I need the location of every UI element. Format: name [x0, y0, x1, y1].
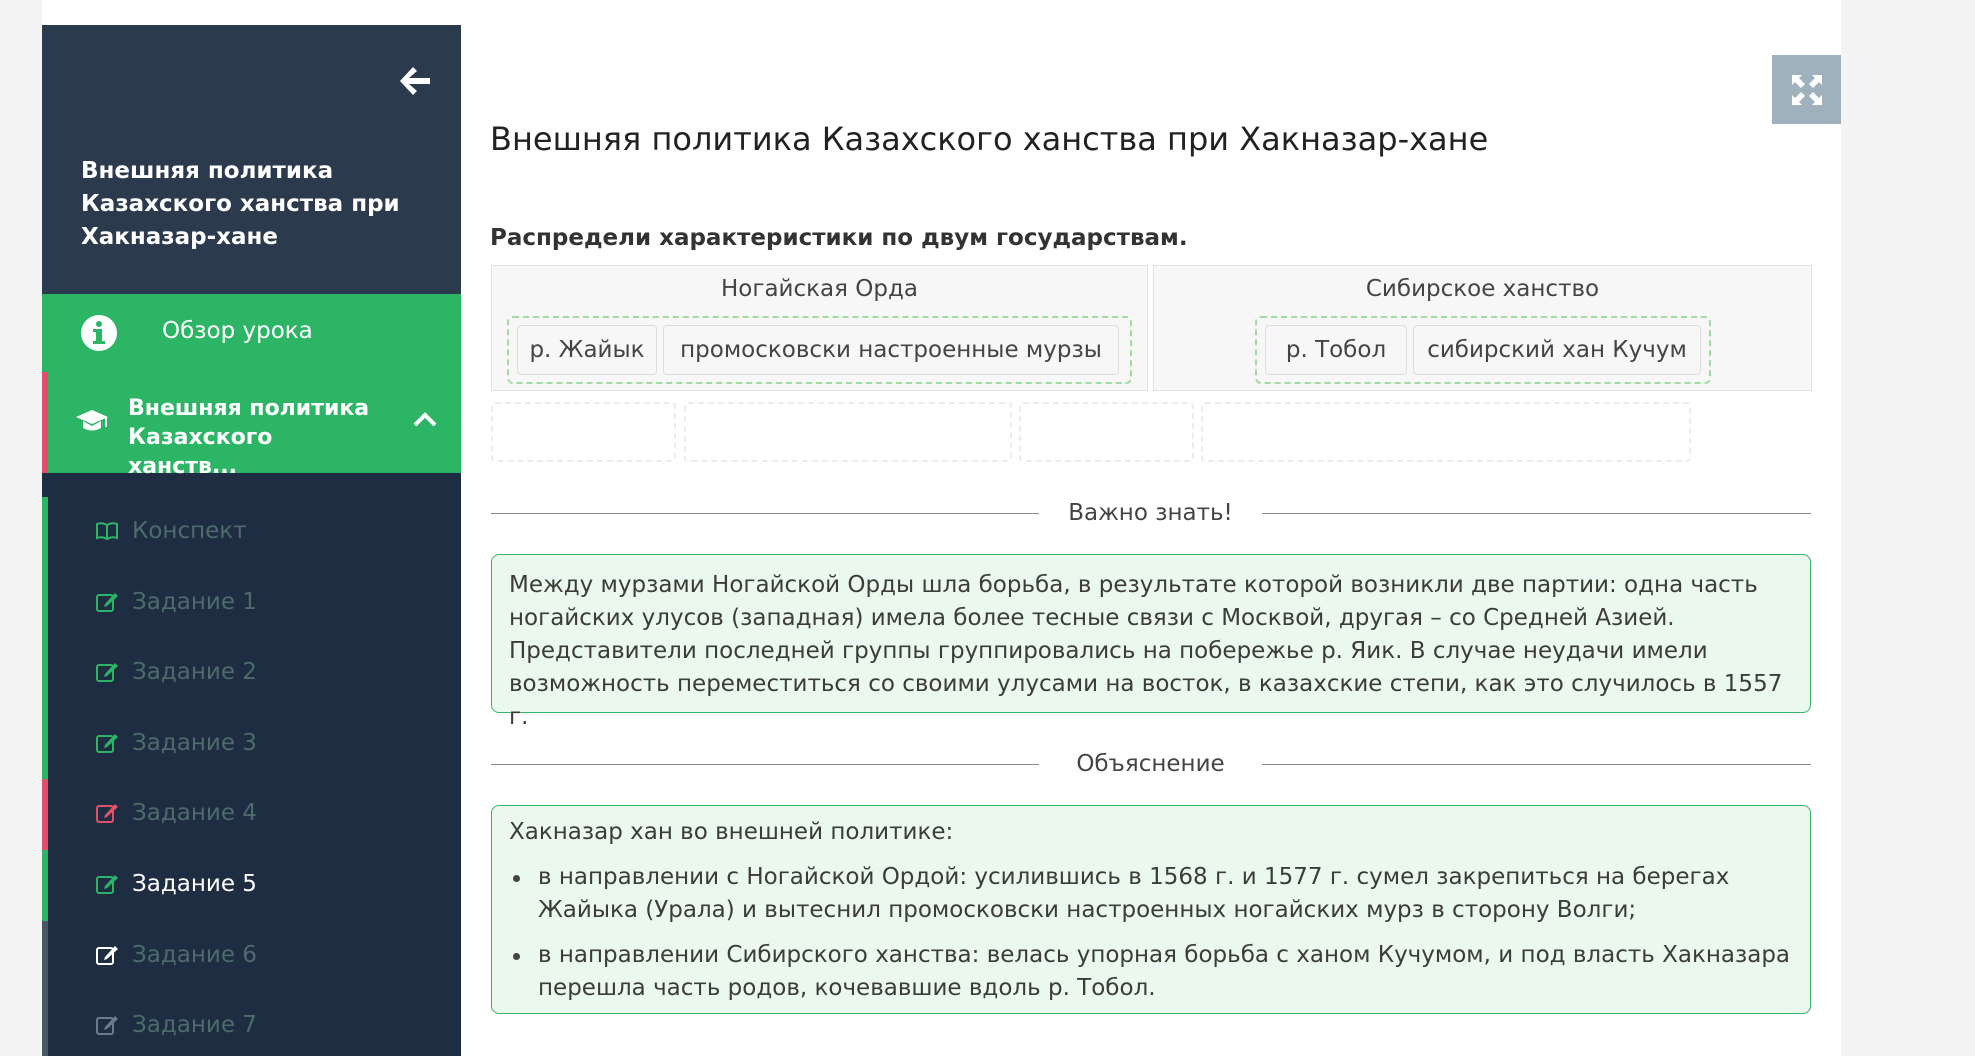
drop-column-siberia[interactable] [1153, 265, 1812, 391]
edit-icon [95, 1013, 119, 1037]
sidebar-item-overview[interactable] [42, 294, 461, 372]
sidebar-item-task-6[interactable] [42, 921, 461, 992]
empty-chip-slot[interactable] [1019, 402, 1194, 462]
sidebar-header [42, 25, 461, 294]
sidebar-item-label: Задание 6 [132, 942, 257, 968]
sidebar-item-task-1[interactable] [42, 568, 461, 639]
sidebar-item-label: Задание 1 [132, 589, 257, 615]
important-text: Между мурзами Ногайской Орды шла борьба, в результате которой возникли две партии: одна часть ногайских улусов (западная) имела более тесные связи с Москвой, другая – со Средней Азией. Представители последней группы группировались на побережье р. Яик. В случае неудачи имели возможность переместиться со своими улусами на восток, в казахские степи, как это случилось в 1557 г. [509, 572, 1783, 730]
task-instruction: Распредели характеристики по двум государствам. [490, 225, 1188, 251]
important-box [491, 554, 1811, 730]
edit-icon [95, 731, 119, 755]
sidebar-item-label: Конспект [132, 518, 247, 544]
divider [491, 513, 1039, 514]
sidebar-item-lesson[interactable] [42, 372, 461, 479]
sidebar-item-task-4[interactable] [42, 779, 461, 850]
divider [491, 764, 1039, 765]
sidebar-item-label: Задание 5 [132, 871, 257, 897]
edit-icon [95, 943, 119, 967]
sidebar-item-label: Задание 3 [132, 730, 257, 756]
sidebar-item-task-7[interactable] [42, 991, 461, 1056]
edit-icon [95, 801, 119, 825]
divider [1262, 513, 1811, 514]
sidebar-item-label: Задание 7 [132, 1012, 257, 1038]
fullscreen-button[interactable] [1772, 55, 1841, 124]
explanation-list [509, 861, 1793, 1005]
sidebar-item-task-2[interactable] [42, 638, 461, 709]
drop-zone[interactable] [1255, 316, 1711, 384]
divider [1262, 764, 1811, 765]
edit-icon [95, 660, 119, 684]
sidebar-item-label: Задание 4 [132, 800, 257, 826]
important-heading: Важно знать! [1068, 500, 1233, 526]
page-title: Внешняя политика Казахского ханства при Хакназар-хане [490, 120, 1489, 158]
edit-icon [95, 872, 119, 896]
empty-chip-slot[interactable] [1201, 402, 1691, 462]
drop-zone[interactable] [507, 316, 1132, 384]
explanation-box [491, 805, 1811, 1014]
sidebar-item-task-3[interactable] [42, 709, 461, 780]
sidebar-item-task-5[interactable] [42, 850, 461, 921]
arrow-left-icon[interactable] [397, 65, 437, 105]
answer-chip[interactable]: промосковски настроенные мурзы [663, 325, 1119, 375]
drop-column-nogai[interactable] [491, 265, 1148, 391]
empty-chip-slot[interactable] [491, 402, 676, 462]
sidebar-item-label: Задание 2 [132, 659, 257, 685]
lesson-sidebar [42, 25, 461, 1056]
sidebar-item-label: Обзор урока [162, 318, 313, 344]
list-item: в направлении с Ногайской Ордой: усилившись в 1568 г. и 1577 г. сумел закрепиться на берегах Жайыка (Урала) и вытеснил промосковски настроенных ногайских мурз в сторону Волги; [509, 861, 1793, 927]
chevron-up-icon[interactable] [413, 410, 437, 430]
answer-chip[interactable]: сибирский хан Кучум [1413, 325, 1701, 375]
graduation-cap-icon [75, 406, 109, 436]
sidebar-item-label: Внешняя политика Казахского ханств... [128, 396, 370, 479]
sidebar-item-summary[interactable] [42, 497, 461, 568]
sidebar-title: Внешняя политика Казахского ханства при Хакназар-хане [81, 158, 400, 250]
book-icon [95, 519, 119, 543]
list-item: в направлении Сибирского ханства: велась упорная борьба с ханом Кучумом, и под власть Хакназара перешла часть родов, кочевавшие вдоль р. Тобол. [509, 939, 1793, 1005]
empty-chip-slot[interactable] [684, 402, 1012, 462]
column-heading: Ногайская Орда [721, 276, 918, 302]
explanation-heading: Объяснение [1076, 751, 1225, 777]
edit-icon [95, 590, 119, 614]
answer-chip[interactable]: р. Тобол [1265, 325, 1407, 375]
answer-chip[interactable]: р. Жайык [517, 325, 657, 375]
explanation-intro: Хакназар хан во внешней политике: [509, 819, 954, 845]
column-heading: Сибирское ханство [1365, 276, 1600, 302]
info-circle-icon [80, 314, 118, 352]
